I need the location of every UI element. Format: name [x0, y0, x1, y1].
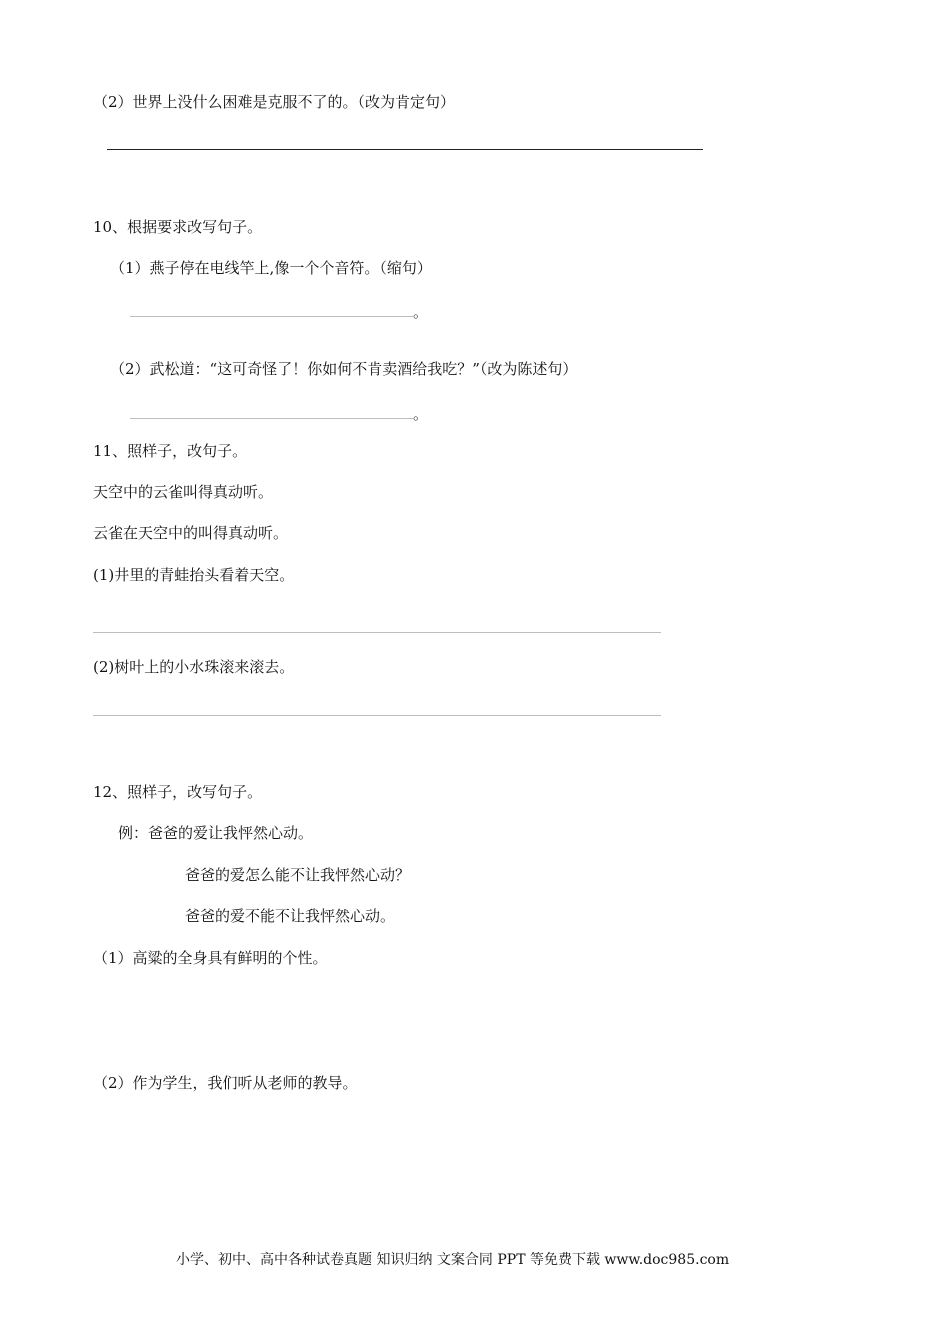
q10-item1: （1）燕子停在电线竿上,像一个个音符。（缩句）	[110, 259, 432, 277]
q10-item1-answer-line[interactable]	[130, 316, 413, 317]
q12-example-double-negative: 爸爸的爱不能不让我怦然心动。	[185, 907, 396, 925]
q12-item1: （1）高粱的全身具有鲜明的个性。	[93, 949, 328, 967]
q10-item2-end: 。	[413, 405, 429, 423]
q11-example-rewritten: 云雀在天空中的叫得真动听。	[93, 524, 289, 542]
q11-item2-answer-line[interactable]	[93, 715, 661, 716]
q10-item2-answer-line[interactable]	[130, 418, 413, 419]
q12-heading: 12、照样子，改写句子。	[93, 783, 263, 801]
q10-heading: 10、根据要求改写句子。	[93, 218, 263, 236]
q12-item2: （2）作为学生，我们听从老师的教导。	[93, 1074, 358, 1092]
q12-example-question-form: 爸爸的爱怎么能不让我怦然心动？	[185, 866, 411, 884]
q11-item1: (1)井里的青蛙抬头看着天空。	[93, 566, 295, 584]
q11-item2: (2)树叶上的小水珠滚来滚去。	[93, 658, 295, 676]
page-footer: 小学、初中、高中各种试卷真题 知识归纳 文案合同 PPT 等免费下载 www.doc985.com	[176, 1252, 730, 1268]
q10-item1-end: 。	[413, 303, 429, 321]
q10-item2: （2）武松道：“这可奇怪了！你如何不肯卖酒给我吃？”（改为陈述句）	[110, 360, 578, 378]
q11-heading: 11、照样子，改句子。	[93, 442, 248, 460]
q11-example-original: 天空中的云雀叫得真动听。	[93, 483, 274, 501]
q9-item2-answer-line[interactable]	[107, 149, 703, 150]
q9-item2: （2）世界上没什么困难是克服不了的。（改为肯定句）	[93, 93, 456, 111]
q12-example: 例：爸爸的爱让我怦然心动。	[118, 824, 314, 842]
q11-item1-answer-line[interactable]	[93, 632, 661, 633]
